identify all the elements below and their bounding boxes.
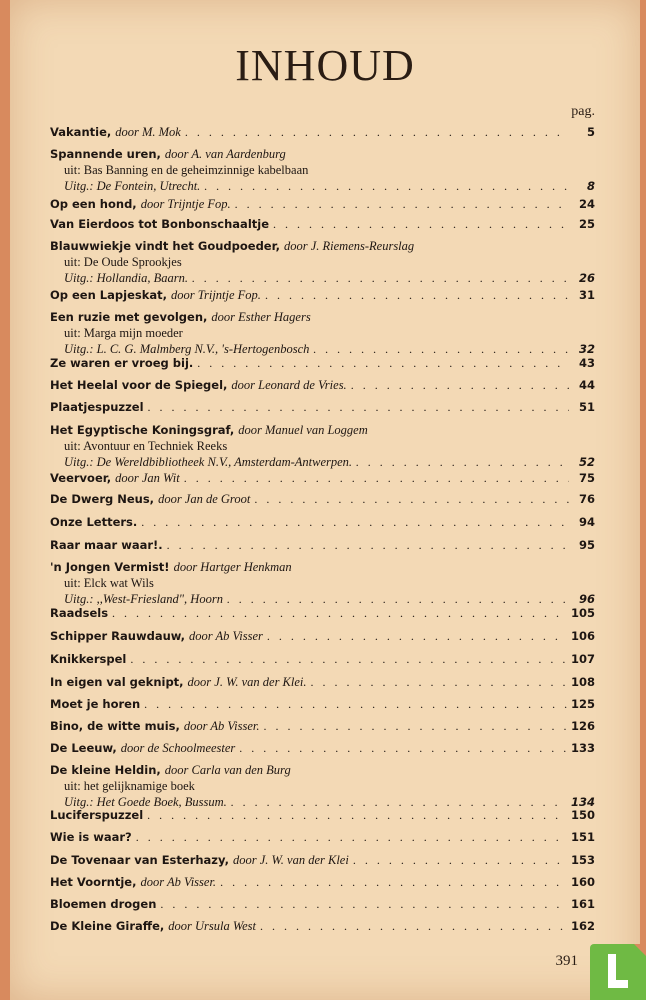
toc-entry xyxy=(50,377,595,393)
toc-entry-author: door Leonard de Vries. xyxy=(231,378,347,392)
toc-page-number: 126 xyxy=(570,719,595,733)
toc-entry-publisher: Uitg.: Hollandia, Baarn. xyxy=(64,271,188,285)
toc-entry xyxy=(50,146,595,194)
dot-leader xyxy=(147,807,567,823)
toc-page-number: 153 xyxy=(570,853,595,867)
page-title: INHOUD xyxy=(235,41,415,90)
toc-entry xyxy=(50,470,595,486)
toc-entry xyxy=(50,422,595,470)
toc-entry-publisher: Uitg.: De Wereldbibliotheek N.V., Amsterdam-Antwerpen. xyxy=(64,455,353,469)
toc-entry-source: uit: Avontuur en Techniek Reeks xyxy=(64,439,228,453)
toc-entry-title: De Tovenaar van Esterhazy, xyxy=(50,853,229,867)
toc-entry xyxy=(50,852,595,868)
dot-leader xyxy=(311,674,567,690)
toc-entry-author: door Hartger Henkman xyxy=(173,560,292,574)
toc-page-number: 106 xyxy=(570,629,595,643)
toc-entry-source: uit: het gelijknamige boek xyxy=(64,779,195,793)
toc-page-number: 107 xyxy=(570,652,595,666)
toc-entry-title: Blauwwiekje vindt het Goudpoeder, xyxy=(50,239,280,253)
toc-entry-title: Op een Lapjeskat, xyxy=(50,288,167,302)
dot-leader xyxy=(235,196,569,212)
toc-entry-author: door Manuel van Loggem xyxy=(238,423,368,437)
dot-leader xyxy=(185,124,569,140)
toc-page-number: 162 xyxy=(570,919,595,933)
toc-entry-author: door Ab Visser xyxy=(189,629,263,643)
dot-leader xyxy=(265,287,569,303)
dot-leader xyxy=(356,454,569,470)
toc-entry-title: De Leeuw, xyxy=(50,741,117,755)
toc-page-number: 25 xyxy=(578,217,595,231)
toc-entry-author: door Trijntje Fop. xyxy=(170,288,261,302)
toc-page-number: 31 xyxy=(578,288,595,302)
toc-entry xyxy=(50,399,595,415)
toc-entry xyxy=(50,674,595,690)
toc-page-number: 125 xyxy=(570,697,595,711)
dot-leader xyxy=(204,178,569,194)
toc-entry xyxy=(50,355,595,371)
toc-entry xyxy=(50,559,595,607)
toc-entry-title: De Kleine Giraffe, xyxy=(50,919,165,933)
toc-entry-author: door Ursula West xyxy=(168,919,256,933)
toc-entry-title: Vakantie, xyxy=(50,125,112,139)
toc-entry-title: Knikkerspel xyxy=(50,652,127,666)
toc-page-number: 161 xyxy=(570,897,595,911)
toc-entry xyxy=(50,718,595,734)
book-page xyxy=(10,0,640,1000)
toc-page-number: 134 xyxy=(570,795,595,809)
dot-leader xyxy=(267,628,567,644)
toc-entry xyxy=(50,918,595,934)
toc-entry-title: Raar maar waar!. xyxy=(50,538,163,552)
toc-entry-author: door Jan Wit xyxy=(115,471,180,485)
toc-page-number: 75 xyxy=(578,471,595,485)
toc-entry-author: door J. W. van der Klei xyxy=(232,853,349,867)
toc-entry-author: door J. W. van der Klei. xyxy=(187,675,307,689)
toc-entry-title: 'n Jongen Vermist! xyxy=(50,560,170,574)
toc-page-number: 8 xyxy=(586,179,595,193)
toc-entry xyxy=(50,238,595,286)
toc-entry xyxy=(50,807,595,823)
page-column-label: pag. xyxy=(571,104,595,119)
toc-page-number: 24 xyxy=(578,197,595,211)
toc-page-number: 26 xyxy=(578,271,595,285)
toc-entry xyxy=(50,491,595,507)
toc-entry-title: Bino, de witte muis, xyxy=(50,719,180,733)
toc-page-number: 5 xyxy=(586,125,595,139)
toc-page-number: 95 xyxy=(578,538,595,552)
toc-entry-title: Ze waren er vroeg bij. xyxy=(50,356,194,370)
toc-entry xyxy=(50,740,595,756)
toc-entry-publisher: Uitg.: L. C. G. Malmberg N.V., 's-Hertogenbosch xyxy=(64,342,310,356)
dot-leader xyxy=(148,399,569,415)
toc-entry-title: Onze Letters. xyxy=(50,515,138,529)
toc-entry-publisher: Uitg.: ,,West-Friesland", Hoorn xyxy=(64,592,223,606)
toc-entry xyxy=(50,896,595,912)
toc-page-number: 51 xyxy=(578,400,595,414)
toc-entry-title: Wie is waar? xyxy=(50,830,132,844)
toc-entry-title: Veervoer, xyxy=(50,471,112,485)
toc-entry xyxy=(50,696,595,712)
dot-leader xyxy=(136,829,567,845)
toc-page-number: 108 xyxy=(570,675,595,689)
toc-entry xyxy=(50,124,595,140)
page-number: 391 xyxy=(555,953,578,969)
dot-leader xyxy=(220,874,567,890)
dot-leader xyxy=(144,696,567,712)
toc-entry xyxy=(50,874,595,890)
dot-leader xyxy=(160,896,567,912)
toc-entry-author: door Esther Hagers xyxy=(211,310,311,324)
toc-page-number: 32 xyxy=(578,342,595,356)
dot-leader xyxy=(353,852,567,868)
toc-entry xyxy=(50,651,595,667)
toc-entry-title: Het Voorntje, xyxy=(50,875,137,889)
toc-entry-author: door Ab Visser. xyxy=(183,719,260,733)
dot-leader xyxy=(273,216,569,232)
toc-entry xyxy=(50,216,595,232)
toc-entry-title: Het Heelal voor de Spiegel, xyxy=(50,378,228,392)
dot-leader xyxy=(260,918,567,934)
toc-page-number: 52 xyxy=(578,455,595,469)
toc-entry-title: Bloemen drogen xyxy=(50,897,157,911)
toc-entry-author: door Trijntje Fop. xyxy=(140,197,231,211)
dot-leader xyxy=(141,514,569,530)
dot-leader xyxy=(112,605,567,621)
toc-page-number: 160 xyxy=(570,875,595,889)
toc-entry-title: In eigen val geknipt, xyxy=(50,675,184,689)
toc-entry-title: Van Eierdoos tot Bonbonschaaltje xyxy=(50,217,269,231)
toc-page-number: 44 xyxy=(578,378,595,392)
toc-page-number: 43 xyxy=(578,356,595,370)
toc-entry-author: door de Schoolmeester xyxy=(120,741,236,755)
toc-entry-title: Raadsels xyxy=(50,606,109,620)
dot-leader xyxy=(167,537,569,553)
toc-entry-title: Plaatjespuzzel xyxy=(50,400,144,414)
toc-entry-source: uit: Marga mijn moeder xyxy=(64,326,183,340)
toc-entry xyxy=(50,628,595,644)
toc-entry-title: Spannende uren, xyxy=(50,147,161,161)
toc-page-number: 151 xyxy=(570,830,595,844)
toc-entry-title: Luciferspuzzel xyxy=(50,808,144,822)
toc-entry-title: De Dwerg Neus, xyxy=(50,492,155,506)
toc-entry xyxy=(50,829,595,845)
toc-page-number: 133 xyxy=(570,741,595,755)
dot-leader xyxy=(197,355,569,371)
toc-entry-author: door A. van Aardenburg xyxy=(164,147,286,161)
toc-entry-title: Een ruzie met gevolgen, xyxy=(50,310,208,324)
toc-page-number: 76 xyxy=(578,492,595,506)
toc-entry-source: uit: De Oude Sprookjes xyxy=(64,255,182,269)
dot-leader xyxy=(351,377,569,393)
dot-leader xyxy=(239,740,567,756)
toc-entry-author: door Ab Visser. xyxy=(140,875,217,889)
toc-entry xyxy=(50,537,595,553)
toc-page-number: 96 xyxy=(578,592,595,606)
toc-entry-author: door M. Mok xyxy=(115,125,181,139)
toc-entry-source: uit: Bas Banning en de geheimzinnige kabelbaan xyxy=(64,163,309,177)
dot-leader xyxy=(192,270,569,286)
toc-page-number: 150 xyxy=(570,808,595,822)
dot-leader xyxy=(130,651,567,667)
toc-entry-author: door Jan de Groot xyxy=(158,492,251,506)
dot-leader xyxy=(264,718,567,734)
toc-entry xyxy=(50,605,595,621)
toc-entry-publisher: Uitg.: De Fontein, Utrecht. xyxy=(64,179,201,193)
toc-entry xyxy=(50,196,595,212)
toc-entry-title: De kleine Heldin, xyxy=(50,763,161,777)
toc-entry-author: door Carla van den Burg xyxy=(164,763,291,777)
toc-entry-title: Het Egyptische Koningsgraf, xyxy=(50,423,235,437)
toc-page-number: 105 xyxy=(570,606,595,620)
toc-entry-author: door J. Riemens-Reurslag xyxy=(283,239,415,253)
toc-entry-title: Moet je horen xyxy=(50,697,141,711)
toc-entry-publisher: Uitg.: Het Goede Boek, Bussum. xyxy=(64,795,227,809)
toc-entry-title: Schipper Rauwdauw, xyxy=(50,629,186,643)
toc-entry xyxy=(50,287,595,303)
toc-entry xyxy=(50,762,595,810)
dot-leader xyxy=(254,491,569,507)
toc-entry xyxy=(50,309,595,357)
dot-leader xyxy=(184,470,569,486)
toc-entry xyxy=(50,514,595,530)
toc-entry-source: uit: Elck wat Wils xyxy=(64,576,154,590)
watermark-logo-icon xyxy=(590,944,646,1000)
toc-page-number: 94 xyxy=(578,515,595,529)
toc-entry-title: Op een hond, xyxy=(50,197,137,211)
